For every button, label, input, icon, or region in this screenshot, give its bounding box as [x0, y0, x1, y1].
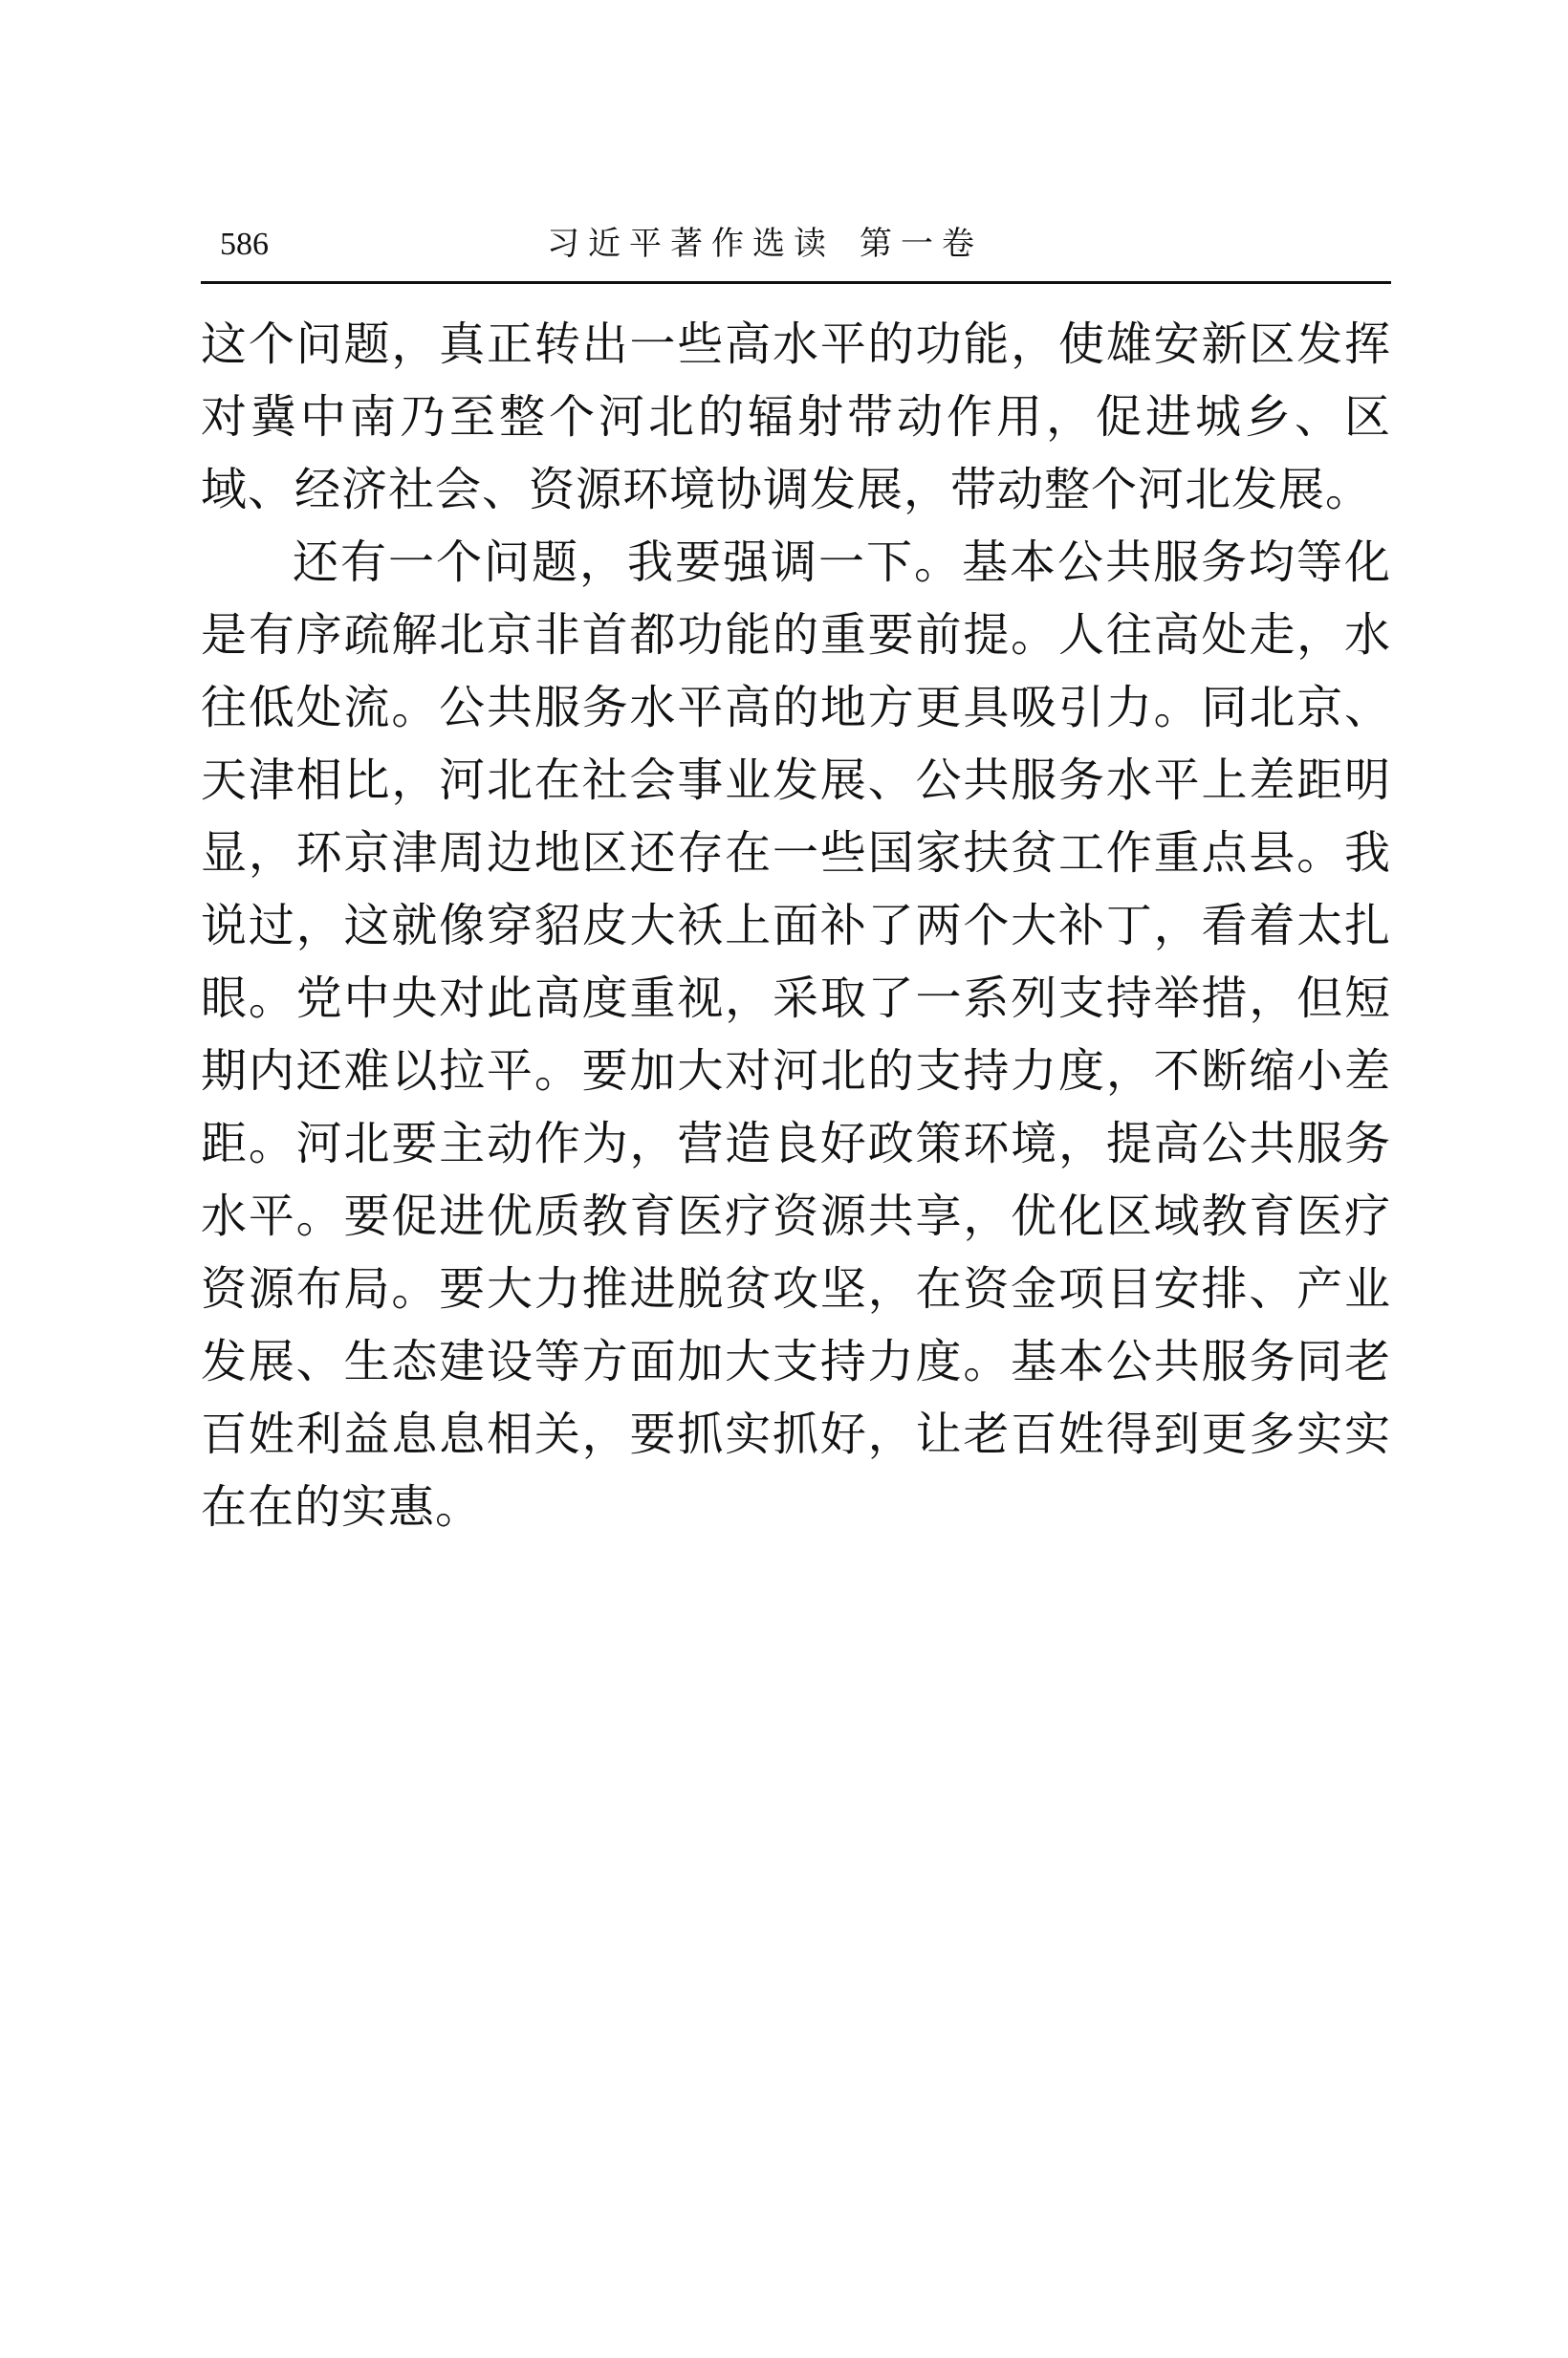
paragraph-continued: 这个问题，真正转出一些高水平的功能，使雄安新区发挥对冀中南乃至整个河北的辐射带动作用，促进城乡、区域、经济社会、资源环境协调发展，带动整个河北发展。 — [201, 317, 1391, 516]
paragraph-public-services: 还有一个问题，我要强调一下。基本公共服务均等化是有序疏解北京非首都功能的重要前提。人往高处走，水往低处流。公共服务水平高的地方更具吸引力。同北京、天津相比，河北在社会事业发展、公共服务水平上差距明显，环京津周边地区还存在一些国家扶贫工作重点县。我说过，这就像穿貂皮大袄上面补了两个大补丁，看着太扎眼。党中央对此高度重视，采取了一系列支持举措，但短期内还难以拉平。要加大对河北的支持力度，不断缩小差距。河北要主动作为，营造良好政策环境，提高公共服务水平。要促进优质教育医疗资源共享，优化区域教育医疗资源布局。要大力推进脱贫攻坚，在资金项目安排、产业发展、生态建设等方面加大支持力度。基本公共服务同老百姓利益息息相关，要抓实抓好，让老百姓得到更多实实在在的实惠。 — [201, 535, 1391, 1534]
book-volume: 第一卷 — [860, 225, 983, 263]
main-text — [201, 308, 1391, 1543]
page-number: 586 — [220, 227, 269, 262]
page-header — [201, 212, 1391, 284]
running-title — [547, 222, 983, 266]
book-title: 习近平著作选读 — [547, 225, 835, 263]
